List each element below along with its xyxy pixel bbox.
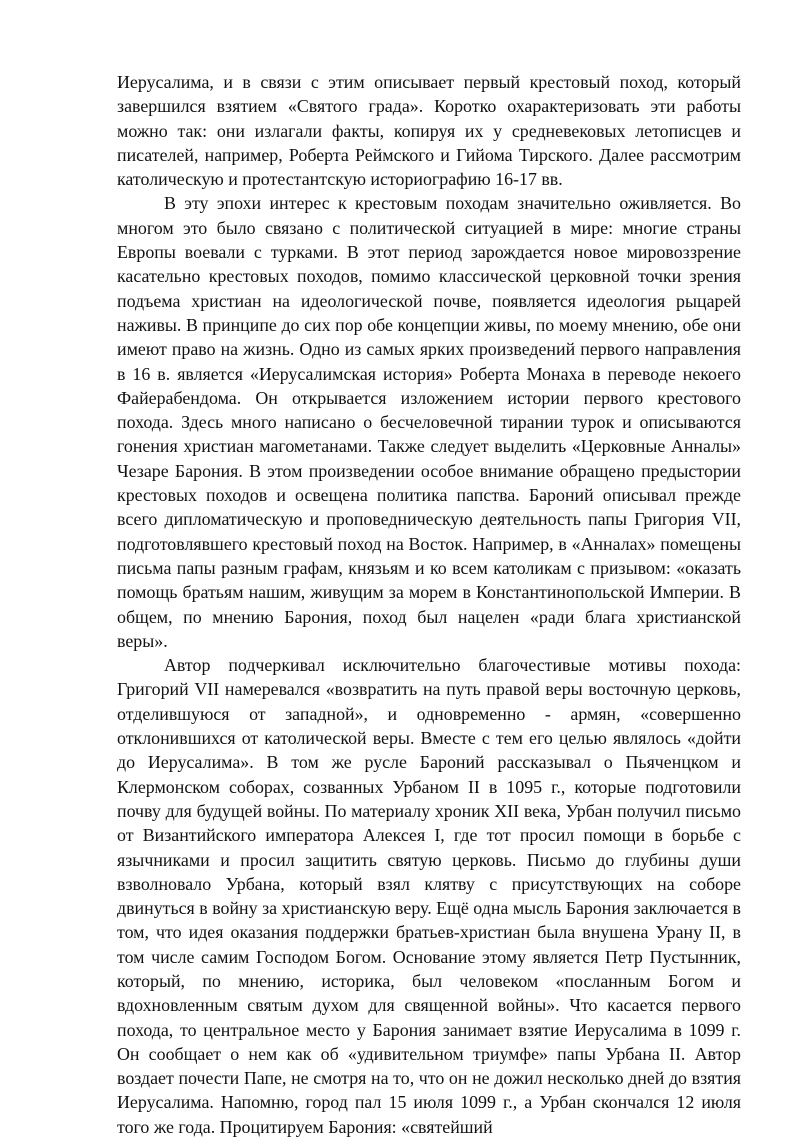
paragraph-3: Автор подчеркивал исключительно благочестивые мотивы похода: Григорий VII намеревался «возвратить на путь правой веры восточную церковь, отделившуюся от западной», и одновременно - армян, «совершенно отклонившихся от католической веры. Вместе с тем его целью являлось «дойти до Иерусалима». В том же русле Бароний рассказывал о Пьяченцком и Клермонском соборах, созванных Урбаном II в 1095 г., которые подготовили почву для будущей войны. По материалу хроник XII века, Урбан получил письмо от Византийского императора Алексея I, где тот просил помощи в борьбе с язычниками и просил защитить святую церковь. Письмо до глубины души взволновало Урбана, который взял клятву с присутствующих на соборе двинуться в войну за христианскую веру. Ещё одна мысль Барония заключается в том, что идея оказания поддержки братьев-христиан была внушена Урану II, в том числе самим Господом Богом. Основание этому является Петр Пустынник, который, по мнению, историка, был человеком «посланным Богом и вдохновленным святым духом для священной войны». Что касается первого похода, то центральное место у Барония занимает взятие Иерусалима в 1099 г. Он сообщает о нем как об «удивительном триумфе» папы Урбана II. Автор воздает почести Папе, не смотря на то, что он не дожил несколько дней до взятия Иерусалима. Напомню, город пал 15 июля 1099 г., а Урбан скончался 12 июля того же года. Процитируем Барония: «святейший [117,655,741,1137]
paragraph-2: В эту эпохи интерес к крестовым походам значительно оживляется. Во многом это было связано с политической ситуацией в мире: многие страны Европы воевали с турками. В этот период зарождается новое мировоззрение касательно крестовых походов, помимо классической церковной точки зрения подъема христиан на идеологической почве, появляется идеология рыцарей наживы. В принципе до сих пор обе концепции живы, по моему мнению, обе они имеют право на жизнь. Одно из самых ярких произведений первого направления в 16 в. является «Иерусалимская история» Роберта Монаха в переводе некоего Файерабендома. Он открывается изложением истории первого крестового похода. Здесь много написано о бесчеловечной тирании турок и описываются гонения христиан магометанами. Также следует выделить «Церковные Анналы» Чезаре Барония. В этом произведении особое внимание обращено предыстории крестовых походов и освещена политика папства. Бароний описывал прежде всего дипломатическую и проповедническую деятельность папы Григория VII, подготовлявшего крестовый поход на Восток. Например, в «Анналах» помещены письма папы разным графам, князьям и ко всем католикам с призывом: «оказать помощь братьям нашим, живущим за морем в Константинопольской Империи. В общем, по мнению Барония, поход был нацелен «ради блага христианской веры». [117,193,741,651]
paragraph-1: Иерусалима, и в связи с этим описывает первый крестовый поход, который завершился взятием «Святого града». Коротко охарактеризовать эти работы можно так: они излагали факты, копируя их у средневековых летописцев и писателей, например, Роберта Реймского и Гийома Тирского. Далее рассмотрим католическую и протестантскую историографию 16-17 вв. [117,72,741,190]
document-page [117,70,741,1139]
